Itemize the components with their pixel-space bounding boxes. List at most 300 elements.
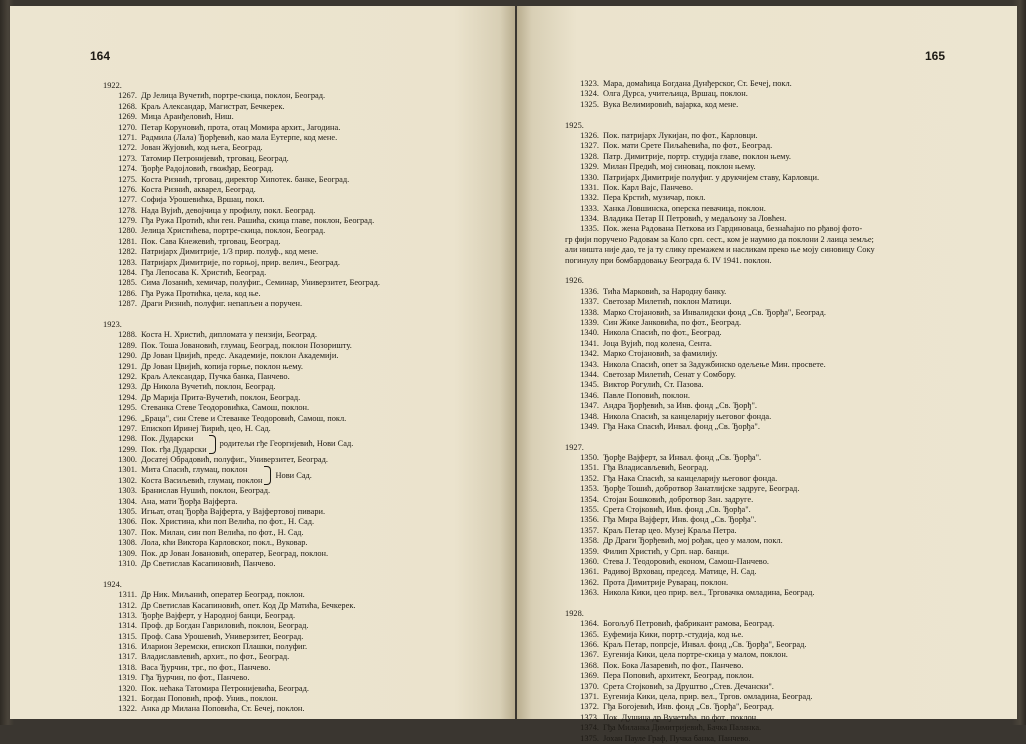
entry-text: Гђа Мира Вајферт, Инв. фонд „Св. Ђорђа". bbox=[603, 515, 757, 525]
catalog-entry bbox=[565, 287, 875, 297]
spacer bbox=[103, 569, 380, 579]
entry-number: 1313. bbox=[118, 610, 137, 620]
entry-number: 1283. bbox=[118, 257, 137, 267]
year-heading: 1925. bbox=[565, 120, 584, 130]
catalog-entry bbox=[565, 173, 875, 183]
catalog-entry bbox=[103, 226, 380, 236]
entry-number: 1356. bbox=[580, 515, 599, 525]
entry-text: Ђорђе Радојловић, гвожђар, Београд. bbox=[141, 164, 274, 174]
entry-text: Проф. др Богдан Гавриловић, поклон, Београд. bbox=[141, 621, 309, 631]
entry-number: 1350. bbox=[580, 453, 599, 463]
entry-text: Епископ Иринеј Ћирић, цео, Н. Сад. bbox=[141, 423, 271, 433]
entry-text: Андра Ђорђевић, за Инв. фонд „Св. Ђорђ". bbox=[603, 401, 757, 411]
entry-number: 1299. bbox=[118, 444, 137, 454]
entry-number: 1305. bbox=[118, 507, 137, 517]
catalog-entry bbox=[565, 692, 875, 702]
catalog-entry bbox=[565, 702, 875, 712]
catalog-entry bbox=[103, 393, 380, 403]
spacer bbox=[103, 310, 380, 320]
entry-text: Син Жике Јанковића, по фот., Београд. bbox=[603, 317, 742, 327]
entry-number: 1285. bbox=[118, 278, 137, 288]
catalog-entry bbox=[565, 391, 875, 401]
entry-text: Пок. Душица др Вучетића, по фот., поклон. bbox=[603, 712, 759, 722]
entry-number: 1340. bbox=[580, 328, 599, 338]
catalog-entry bbox=[103, 590, 380, 600]
catalog-entry bbox=[103, 465, 262, 475]
entry-text: Павле Поповић, поклон. bbox=[603, 390, 690, 400]
entry-text: Др Јован Цвијић, копија горње, поклон њему. bbox=[141, 361, 303, 371]
entry-text: Ђорђе Вајферт, за Инвал. фонд „Св. Ђорђа". bbox=[603, 453, 762, 463]
entry-text: Светозар Милетић, Сенат у Сомбору. bbox=[603, 369, 736, 379]
entry-text: Гђа Владисављевић, Београд. bbox=[603, 463, 709, 473]
entry-text: Др Ник. Миљанић, оператер Београд, поклон. bbox=[141, 590, 305, 600]
entry-continuation: погинулу при бомбардовању Београда 6. IV 1941. поклон. bbox=[565, 255, 772, 265]
page-content bbox=[565, 79, 875, 744]
entry-number: 1338. bbox=[580, 307, 599, 317]
entry-text: Јоца Вујић, под колена, Сента. bbox=[603, 338, 712, 348]
entry-number: 1365. bbox=[580, 629, 599, 639]
entry-text: Коста Васиљевић, глумац, поклон bbox=[141, 475, 263, 485]
entry-number: 1368. bbox=[580, 660, 599, 670]
bracket-entry-lines bbox=[103, 434, 207, 455]
entry-text: Пок. нећака Татомира Петронијевића, Београд. bbox=[141, 683, 309, 693]
entry-text: Никола Кики, цео прир. вел., Трговачка омладина, Београд. bbox=[603, 588, 815, 598]
entry-text: Татомир Петронијевић, трговац, Београд. bbox=[141, 153, 289, 163]
catalog-entry bbox=[565, 89, 875, 99]
entry-text: Мита Спасић, глумац, поклон bbox=[141, 465, 248, 475]
catalog-entry bbox=[103, 507, 380, 517]
catalog-entry bbox=[565, 318, 875, 328]
catalog-entry bbox=[565, 474, 875, 484]
entry-text: Еуфемија Кики, портр.-студија, код ње. bbox=[603, 629, 744, 639]
entry-number: 1364. bbox=[580, 619, 599, 629]
entry-number: 1268. bbox=[118, 101, 137, 111]
catalog-entry bbox=[103, 652, 380, 662]
entry-text: Гђа Ружа Протићка, цела, код ње. bbox=[141, 288, 261, 298]
entry-text: Др Марија Прита-Вучетић, поклон, Београд. bbox=[141, 392, 301, 402]
entry-number: 1363. bbox=[580, 588, 599, 598]
catalog-entry bbox=[565, 505, 875, 515]
entry-text: Гђа Нака Спасић, за канцеларију његовог фонда. bbox=[603, 473, 778, 483]
entry-text: Краљ Петар цео. Музеј Краља Петра. bbox=[603, 525, 737, 535]
catalog-entry bbox=[565, 193, 875, 203]
entry-text: Никола Спасић, по фот., Београд. bbox=[603, 328, 722, 338]
entry-number: 1287. bbox=[118, 299, 137, 309]
catalog-entry bbox=[103, 206, 380, 216]
entry-text: Филип Христић, у Срп. нар. банци. bbox=[603, 546, 730, 556]
catalog-entry bbox=[565, 734, 875, 744]
entry-number: 1348. bbox=[580, 411, 599, 421]
entry-number: 1352. bbox=[580, 473, 599, 483]
entry-number: 1335. bbox=[580, 224, 599, 234]
entry-number: 1355. bbox=[580, 505, 599, 515]
entry-text: Јохан Пауле Граф, Пучка банка, Панчево. bbox=[603, 733, 751, 743]
catalog-entry bbox=[565, 619, 875, 629]
catalog-entry bbox=[103, 621, 380, 631]
entry-number: 1297. bbox=[118, 423, 137, 433]
catalog-entry bbox=[103, 362, 380, 372]
entry-number: 1298. bbox=[118, 434, 137, 444]
catalog-entry bbox=[103, 112, 380, 122]
entry-number: 1328. bbox=[580, 151, 599, 161]
entry-text: Јелица Христићева, портре-скица, поклон, Београд. bbox=[141, 226, 326, 236]
bracket-note: Нови Сад. bbox=[275, 470, 312, 480]
year-heading: 1926. bbox=[565, 276, 584, 286]
entry-number: 1301. bbox=[118, 465, 137, 475]
entry-continuation: али ништа није дао, те ја ту слику премажем и насликам преко ње мојy синовицу Соку bbox=[565, 245, 875, 255]
catalog-entry bbox=[565, 204, 875, 214]
bracketed-entries bbox=[103, 434, 380, 455]
entry-text: Виктор Рогулић, Ст. Пазова. bbox=[603, 380, 704, 390]
catalog-entry bbox=[103, 642, 380, 652]
entry-number: 1359. bbox=[580, 546, 599, 556]
entry-number: 1353. bbox=[580, 484, 599, 494]
catalog-entry bbox=[103, 497, 380, 507]
entry-number: 1351. bbox=[580, 463, 599, 473]
entry-text: Пок. гђа Дударски bbox=[141, 444, 207, 454]
entry-text: Вука Велимировић, вајарка, код мене. bbox=[603, 99, 739, 109]
entry-number: 1308. bbox=[118, 538, 137, 548]
entry-text: Ханка Ловшинска, оперска певачица, поклон. bbox=[603, 203, 766, 213]
entry-text: Пок. Тоша Јовановић, глумац, Београд, поклон Позоришту. bbox=[141, 340, 352, 350]
entry-text: Пок. Христина, кћи поп Велића, по фот., Н. Сад. bbox=[141, 517, 315, 527]
catalog-entry bbox=[103, 445, 207, 455]
entry-number: 1320. bbox=[118, 683, 137, 693]
catalog-entry bbox=[103, 382, 380, 392]
catalog-entry bbox=[565, 141, 875, 151]
right-page bbox=[517, 6, 1017, 743]
entry-text: Марко Стојановић, за Инвалидски фонд „Св. Ђорђа", Београд. bbox=[603, 307, 826, 317]
entry-number: 1271. bbox=[118, 132, 137, 142]
entry-text: Марко Стојановић, за фамилију. bbox=[603, 349, 718, 359]
entry-text: Владика Петар II Петровић, у медаљону за Ловћен. bbox=[603, 214, 787, 224]
catalog-entry bbox=[103, 185, 380, 195]
entry-number: 1275. bbox=[118, 174, 137, 184]
catalog-entry bbox=[565, 360, 875, 370]
catalog-entry bbox=[103, 278, 380, 288]
catalog-entry bbox=[565, 723, 875, 733]
entry-text: Иларион Зеремски, епископ Плашки, полуфиг. bbox=[141, 642, 308, 652]
entry-number: 1306. bbox=[118, 517, 137, 527]
catalog-entry bbox=[103, 476, 262, 486]
entry-number: 1291. bbox=[118, 361, 137, 371]
entry-text: Никола Спасић, опет за Задужбинско одељење Мин. просвете. bbox=[603, 359, 826, 369]
entry-number: 1362. bbox=[580, 577, 599, 587]
catalog-entry bbox=[103, 247, 380, 257]
entry-text: Гђа Нака Спасић, Инвал. фонд „Св. Ђорђа". bbox=[603, 421, 760, 431]
entry-text: Радивој Врховац, председ. Матице, Н. Сад. bbox=[603, 567, 757, 577]
entry-number: 1302. bbox=[118, 475, 137, 485]
catalog-entry bbox=[565, 100, 875, 110]
entry-number: 1294. bbox=[118, 392, 137, 402]
catalog-entry bbox=[565, 661, 875, 671]
entry-text: Прота Димитрије Руварац, поклон. bbox=[603, 577, 729, 587]
entry-text: Пок. Сава Кнежевић, трговац, Београд. bbox=[141, 236, 281, 246]
year-heading: 1922. bbox=[103, 81, 122, 90]
entry-text: Др Јован Цвијић, предс. Академије, поклон Академији. bbox=[141, 351, 339, 361]
entry-text: Пера Поповић, архитект, Београд, поклон. bbox=[603, 671, 754, 681]
catalog-entry bbox=[103, 694, 380, 704]
entry-text: Еугенија Кики, цела портре-скица у малом, поклон. bbox=[603, 650, 788, 660]
entry-number: 1318. bbox=[118, 662, 137, 672]
entry-text: Др Јелица Вучетић, портре-скица, поклон, Београд. bbox=[141, 91, 326, 101]
entry-number: 1269. bbox=[118, 112, 137, 122]
entry-text: Ђорђе Вајферт, у Народној банци, Београд. bbox=[141, 610, 296, 620]
catalog-entry bbox=[103, 673, 380, 683]
entry-text: Лола, кћи Виктора Карловског, покл., Вуковар. bbox=[141, 538, 308, 548]
catalog-entry bbox=[103, 195, 380, 205]
entry-text: Стеванка Стеве Теодоровићка, Самош, поклон. bbox=[141, 403, 310, 413]
entry-number: 1361. bbox=[580, 567, 599, 577]
entry-number: 1337. bbox=[580, 297, 599, 307]
entry-number: 1290. bbox=[118, 351, 137, 361]
entry-number: 1366. bbox=[580, 640, 599, 650]
catalog-entry bbox=[103, 143, 380, 153]
spacer bbox=[565, 599, 875, 609]
catalog-entry bbox=[565, 682, 875, 692]
entry-number: 1325. bbox=[580, 99, 599, 109]
entry-number: 1345. bbox=[580, 380, 599, 390]
catalog-entry bbox=[565, 588, 875, 598]
catalog-entry bbox=[103, 403, 380, 413]
catalog-entry bbox=[565, 536, 875, 546]
catalog-entry bbox=[565, 713, 875, 723]
entry-text: Коста Ризнић, трговац, директор Хипотек. банке, Београд. bbox=[141, 174, 350, 184]
year-heading: 1928. bbox=[565, 608, 584, 618]
entry-text: Срета Стојковић, Инв. фонд „Св. Ђорђа". bbox=[603, 505, 751, 515]
entry-number: 1331. bbox=[580, 182, 599, 192]
entry-number: 1310. bbox=[118, 558, 137, 568]
entry-text: Мица Аранђеловић, Ниш. bbox=[141, 112, 234, 122]
entry-text: Досатеј Обрадовић, полуфиг., Универзитет, Београд. bbox=[141, 455, 328, 465]
entry-number: 1343. bbox=[580, 359, 599, 369]
catalog-entry bbox=[103, 704, 380, 714]
catalog-entry bbox=[103, 414, 380, 424]
catalog-entry bbox=[565, 453, 875, 463]
entry-text: Гђа Миланка Димитријевић, Бачка Паланка. bbox=[603, 723, 762, 733]
entry-text: Ана, мати Ђорђа Вајферта. bbox=[141, 496, 238, 506]
entry-number: 1282. bbox=[118, 247, 137, 257]
entry-number: 1370. bbox=[580, 681, 599, 691]
entry-number: 1314. bbox=[118, 621, 137, 631]
entry-number: 1272. bbox=[118, 143, 137, 153]
catalog-entry bbox=[565, 328, 875, 338]
catalog-entry bbox=[565, 308, 875, 318]
entry-number: 1336. bbox=[580, 286, 599, 296]
catalog-entry bbox=[103, 91, 380, 101]
catalog-entry bbox=[103, 424, 380, 434]
catalog-entry bbox=[565, 578, 875, 588]
entry-number: 1273. bbox=[118, 153, 137, 163]
entry-text: Пок. патријарх Лукијан, по фот., Карловци. bbox=[603, 130, 758, 140]
entry-text: Гђа Ружа Протић, кћи ген. Рашића, скица главе, поклон, Београд. bbox=[141, 216, 375, 226]
catalog-entry bbox=[103, 351, 380, 361]
entry-number: 1281. bbox=[118, 236, 137, 246]
entry-number: 1358. bbox=[580, 536, 599, 546]
entry-text: Краљ Петар, попрсје, Инвал. фонд „Св. Ђорђа", Београд. bbox=[603, 640, 807, 650]
entry-text: Олга Дурса, учитељица, Вршац, поклон. bbox=[603, 89, 748, 99]
catalog-entry bbox=[565, 484, 875, 494]
catalog-entry bbox=[565, 152, 875, 162]
brace-icon bbox=[209, 435, 216, 454]
catalog-entry bbox=[565, 162, 875, 172]
entry-number: 1360. bbox=[580, 556, 599, 566]
catalog-entry bbox=[103, 341, 380, 351]
catalog-entry bbox=[565, 671, 875, 681]
catalog-entry bbox=[103, 517, 380, 527]
catalog-entry bbox=[103, 663, 380, 673]
entry-number: 1374. bbox=[580, 723, 599, 733]
entry-text: Краљ Александар, Пучка банка, Панчево. bbox=[141, 371, 290, 381]
bracket-note: родитељи гђе Георгијевић, Нови Сад. bbox=[219, 439, 354, 449]
entry-number: 1316. bbox=[118, 642, 137, 652]
entry-number: 1292. bbox=[118, 371, 137, 381]
entry-text: Пок. Карл Вајс, Панчево. bbox=[603, 182, 693, 192]
catalog-entry bbox=[103, 684, 380, 694]
entry-text: Коста Н. Христић, дипломата у пензији, Београд. bbox=[141, 330, 317, 340]
entry-number: 1267. bbox=[118, 91, 137, 101]
entry-text: Пок. мати Срете Пиљаћевића, по фот., Београд. bbox=[603, 141, 773, 151]
year-heading: 1927. bbox=[565, 442, 584, 452]
entry-number: 1311. bbox=[118, 590, 137, 600]
entry-number: 1303. bbox=[118, 486, 137, 496]
catalog-entry bbox=[565, 224, 875, 234]
entry-text: Мара, домаћица Богдана Дунђерског, Ст. Бечеј, покл. bbox=[603, 79, 792, 88]
catalog-entry bbox=[103, 175, 380, 185]
catalog-entry bbox=[103, 434, 207, 444]
catalog-entry bbox=[565, 526, 875, 536]
entry-text: Васа Ђурчин, трг., по фот., Панчево. bbox=[141, 662, 271, 672]
catalog-entry bbox=[103, 528, 380, 538]
entry-text: Патријарх Димитрије, 1/3 прир. полуф., код мене. bbox=[141, 247, 319, 257]
page-number: 164 bbox=[90, 49, 111, 63]
entry-number: 1322. bbox=[118, 704, 137, 714]
catalog-entry bbox=[565, 131, 875, 141]
catalog-entry bbox=[103, 486, 380, 496]
bracketed-entries bbox=[103, 465, 380, 486]
entry-text: Драги Ризнић, полуфиг. непапљен а поручен. bbox=[141, 299, 303, 309]
entry-number: 1326. bbox=[580, 130, 599, 140]
catalog-entry bbox=[565, 370, 875, 380]
catalog-entry bbox=[103, 133, 380, 143]
entry-number: 1300. bbox=[118, 455, 137, 465]
entry-text: Нада Вујић, девојчица у профилу, покл. Београд. bbox=[141, 205, 316, 215]
entry-number: 1296. bbox=[118, 413, 137, 423]
entry-number: 1315. bbox=[118, 631, 137, 641]
entry-continuation: гр фији поручено Радовам за Коло срп. сест., ком је наумио да поклони 2 лаица земље; bbox=[565, 234, 874, 244]
catalog-entry bbox=[565, 214, 875, 224]
entry-text: Анка др Милана Поповића, Ст. Бечеј, поклон. bbox=[141, 704, 305, 714]
entry-number: 1375. bbox=[580, 733, 599, 743]
entry-text: Др Драги Ђорђевић, мој рођак, цео у малом, покл. bbox=[603, 536, 783, 546]
entry-text: Др Светислав Касапиновић, опет. Код Др Матића, Бечкерек. bbox=[141, 600, 356, 610]
catalog-entry bbox=[565, 557, 875, 567]
entry-number: 1341. bbox=[580, 338, 599, 348]
entry-number: 1293. bbox=[118, 382, 137, 392]
entry-text: Богдан Поповић, проф. Унив., поклон. bbox=[141, 694, 278, 704]
entry-text: Гђа Богојевић, Инв. фонд „Св. Ђорђа", Београд. bbox=[603, 702, 774, 712]
entry-number: 1339. bbox=[580, 317, 599, 327]
entry-number: 1286. bbox=[118, 288, 137, 298]
entry-text: Гђа Ђурчин, по фот., Панчево. bbox=[141, 673, 250, 683]
entry-number: 1357. bbox=[580, 525, 599, 535]
entry-text: Светозар Милетић, поклон Матици. bbox=[603, 297, 732, 307]
entry-number: 1372. bbox=[580, 702, 599, 712]
entry-number: 1367. bbox=[580, 650, 599, 660]
catalog-entry bbox=[103, 538, 380, 548]
entry-text: Пок. др Јован Јовановић, оператер, Београд, поклон. bbox=[141, 548, 329, 558]
entry-number: 1327. bbox=[580, 141, 599, 151]
catalog-entry bbox=[103, 102, 380, 112]
catalog-entry bbox=[565, 412, 875, 422]
catalog-entry bbox=[103, 237, 380, 247]
entry-number: 1330. bbox=[580, 172, 599, 182]
page-number: 165 bbox=[925, 49, 946, 63]
entry-number: 1346. bbox=[580, 390, 599, 400]
catalog-entry bbox=[565, 380, 875, 390]
catalog-entry bbox=[565, 183, 875, 193]
entry-number: 1289. bbox=[118, 340, 137, 350]
catalog-entry bbox=[103, 455, 380, 465]
spacer bbox=[565, 110, 875, 120]
entry-number: 1304. bbox=[118, 496, 137, 506]
entry-text: Пок. Дударски bbox=[141, 434, 194, 444]
entry-text: Пок. жена Радована Петкова из Гардиноваца, безнаћајно по рђавој фото- bbox=[603, 224, 863, 234]
catalog-entry bbox=[103, 330, 380, 340]
catalog-entry bbox=[103, 549, 380, 559]
entry-number: 1276. bbox=[118, 184, 137, 194]
left-page bbox=[10, 6, 515, 719]
year-heading: 1924. bbox=[103, 579, 122, 589]
spacer bbox=[565, 432, 875, 442]
entry-number: 1270. bbox=[118, 122, 137, 132]
catalog-entry bbox=[103, 299, 380, 309]
catalog-entry bbox=[103, 372, 380, 382]
entry-number: 1344. bbox=[580, 369, 599, 379]
catalog-entry bbox=[103, 258, 380, 268]
entry-number: 1317. bbox=[118, 652, 137, 662]
catalog-entry bbox=[103, 632, 380, 642]
entry-number: 1312. bbox=[118, 600, 137, 610]
catalog-entry bbox=[565, 463, 875, 473]
entry-number: 1288. bbox=[118, 330, 137, 340]
entry-text: Патријарх Димитрије, по горњој, прир. велич., Београд. bbox=[141, 257, 340, 267]
catalog-entry bbox=[565, 630, 875, 640]
entry-text: Јован Жујовић, код њега, Београд. bbox=[141, 143, 263, 153]
entry-number: 1324. bbox=[580, 89, 599, 99]
entry-text: Ђорђе Тошић, добротвор Занатлијске задруге, Београд. bbox=[603, 484, 800, 494]
entry-number: 1369. bbox=[580, 671, 599, 681]
catalog-entry bbox=[565, 567, 875, 577]
entry-text: Коста Ризнић, акварел, Београд. bbox=[141, 184, 256, 194]
entry-number: 1319. bbox=[118, 673, 137, 683]
entry-text: Богољуб Петровић, фабрикант рамова, Београд. bbox=[603, 619, 775, 629]
catalog-entry bbox=[103, 154, 380, 164]
entry-text: Гђа Лепосава К. Христић, Београд. bbox=[141, 268, 267, 278]
catalog-entry bbox=[565, 547, 875, 557]
entry-text: Игњат, отац Ђорђа Вајферта, у Вајфертовој пивари. bbox=[141, 507, 326, 517]
entry-number: 1284. bbox=[118, 268, 137, 278]
brace-icon bbox=[264, 466, 271, 485]
entry-text: Срета Стојковић, за Друштво „Стев. Дечански". bbox=[603, 681, 774, 691]
entry-text: Сима Лозанић, хемичар, полуфиг., Семинар, Универзитет, Београд. bbox=[141, 278, 380, 288]
entry-number: 1332. bbox=[580, 193, 599, 203]
entry-number: 1278. bbox=[118, 205, 137, 215]
entry-text: Др Светислав Касапиновић, Панчево. bbox=[141, 558, 276, 568]
entry-text: Петар Коруновић, прота, отац Момира архит., Јагодина. bbox=[141, 122, 341, 132]
entry-number: 1295. bbox=[118, 403, 137, 413]
year-heading: 1923. bbox=[103, 319, 122, 329]
